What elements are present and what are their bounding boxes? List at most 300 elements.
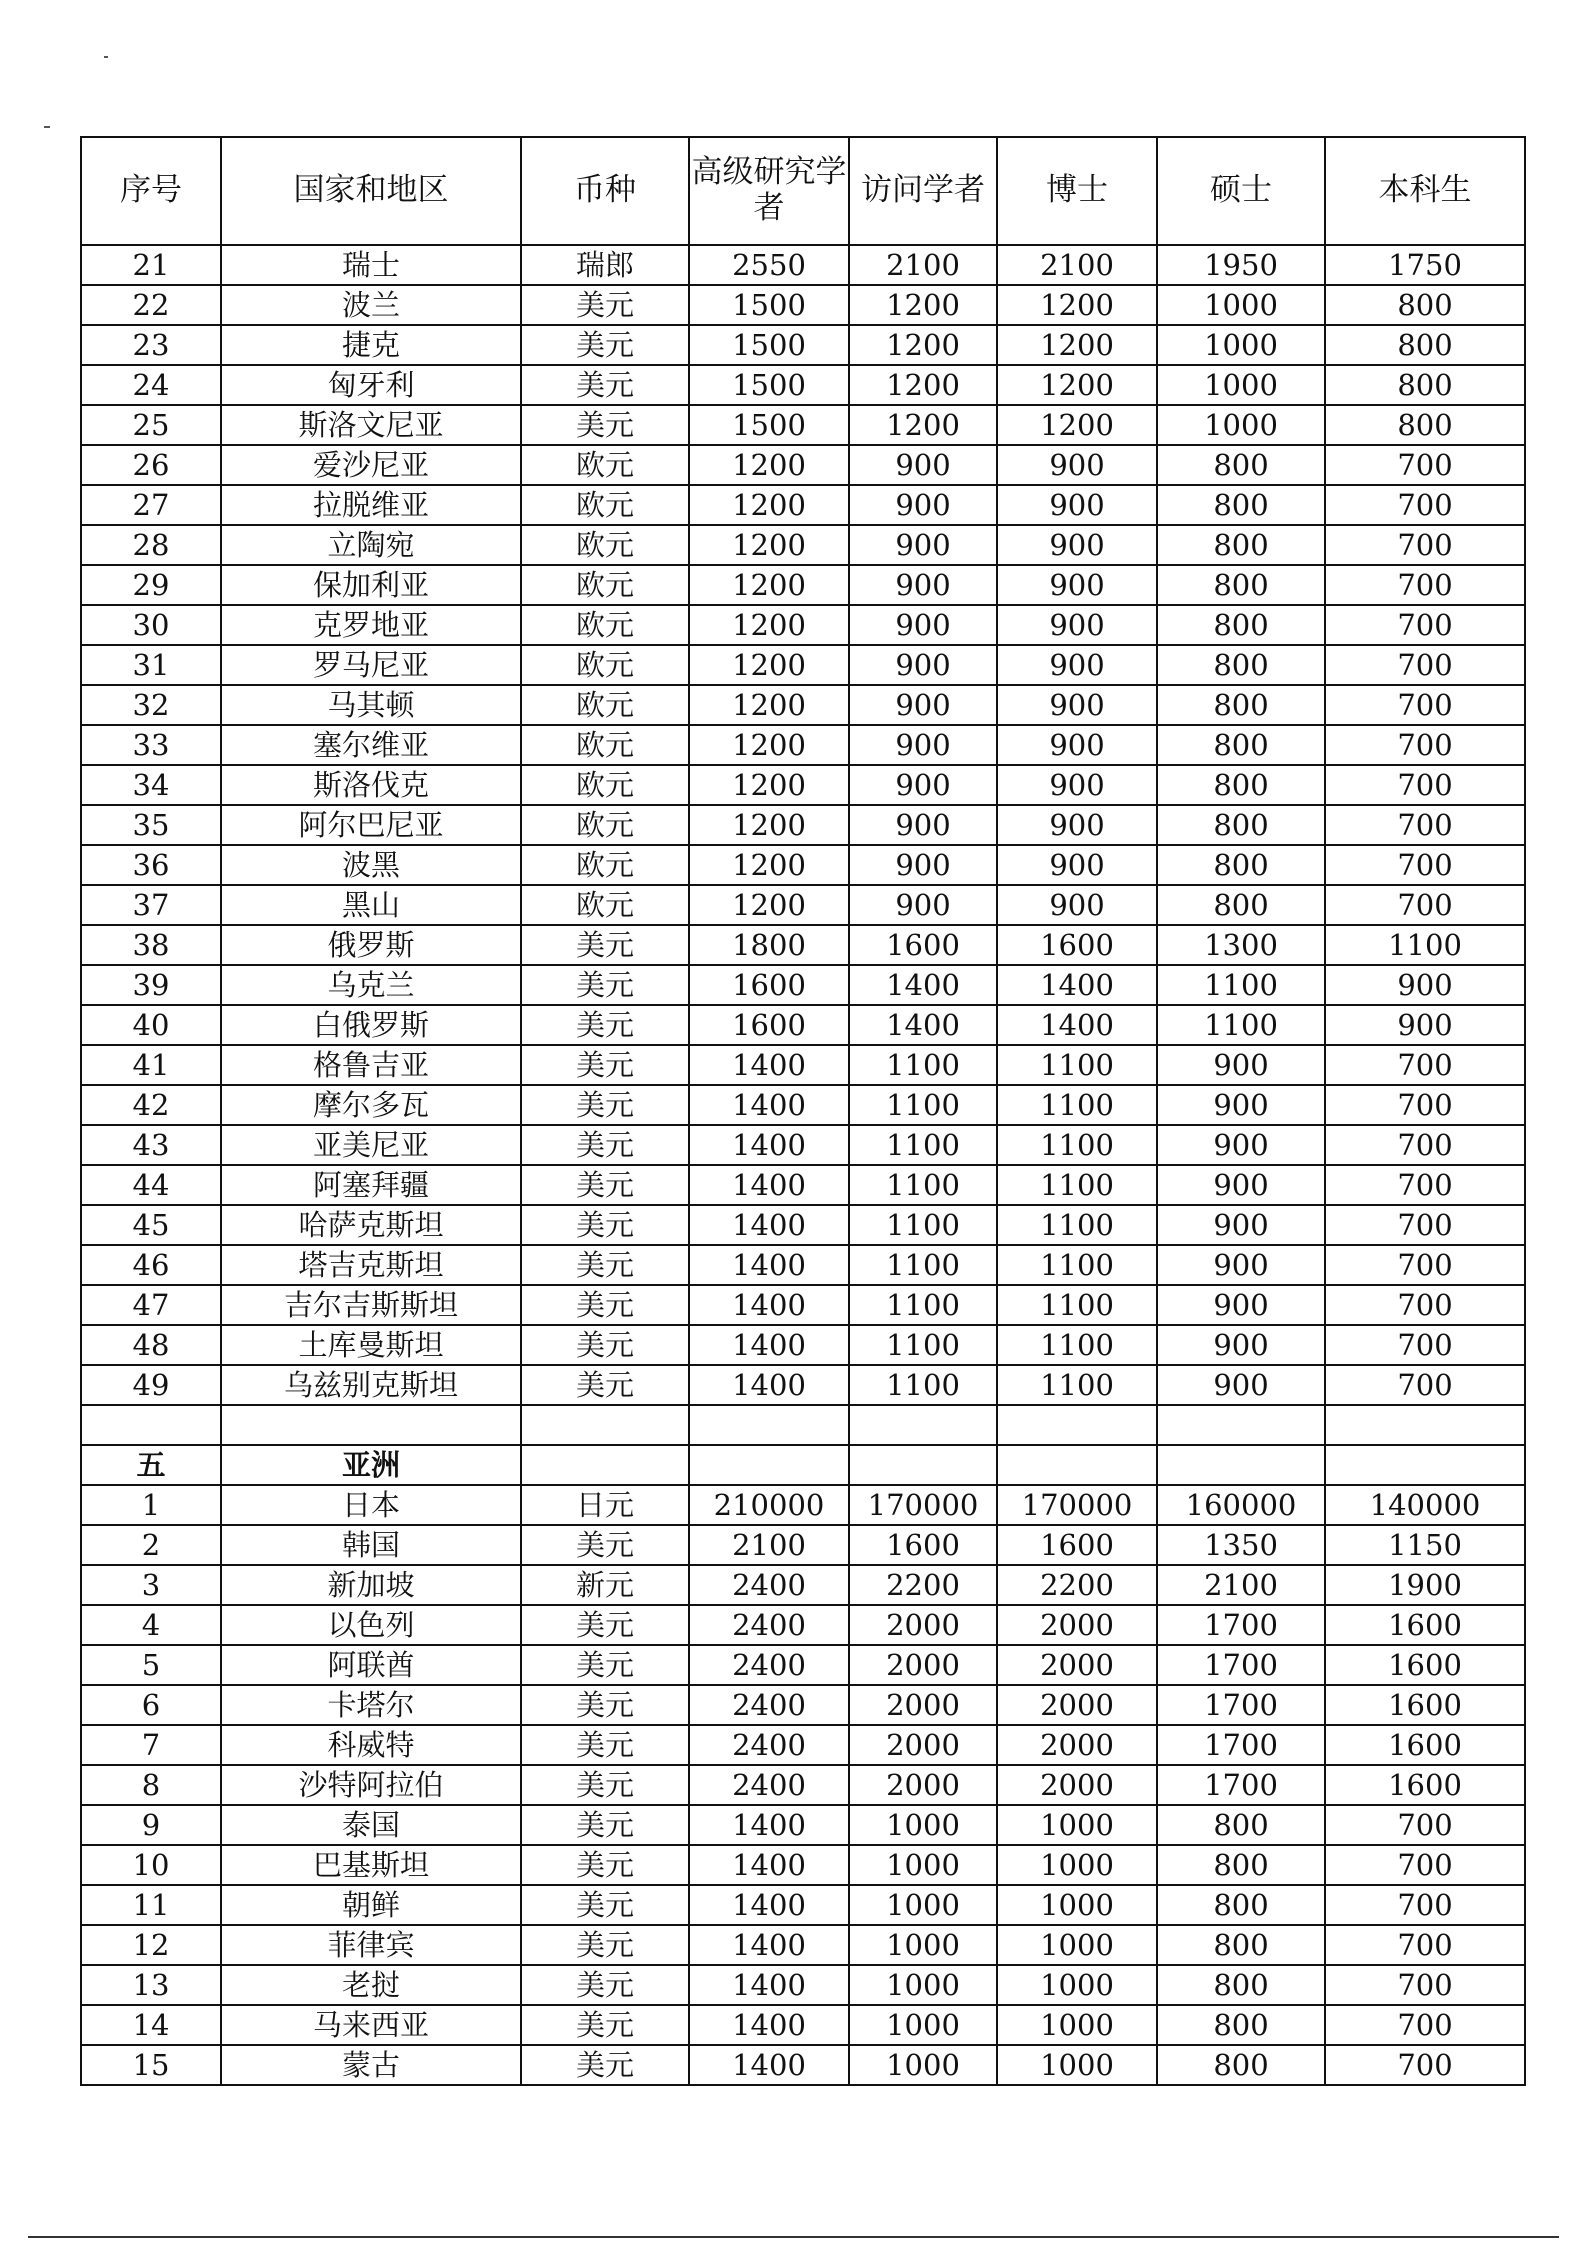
currency: 瑞郎 [521, 245, 689, 285]
undergrad-amount: 700 [1325, 525, 1525, 565]
phd-amount: 900 [997, 605, 1157, 645]
row-number: 30 [81, 605, 221, 645]
visiting-scholar-amount: 2100 [849, 245, 997, 285]
header-cell: 国家和地区 [221, 137, 521, 245]
country-name: 瑞士 [221, 245, 521, 285]
currency: 美元 [521, 1965, 689, 2005]
table-row [81, 685, 1525, 725]
master-amount: 1300 [1157, 925, 1325, 965]
country-name: 泰国 [221, 1805, 521, 1845]
currency: 美元 [521, 1245, 689, 1285]
visiting-scholar-amount: 1100 [849, 1285, 997, 1325]
senior-scholar-amount: 1500 [689, 405, 849, 445]
phd-amount: 1000 [997, 1965, 1157, 2005]
table-row [81, 245, 1525, 285]
currency: 美元 [521, 1205, 689, 1245]
master-amount: 1000 [1157, 365, 1325, 405]
currency: 欧元 [521, 885, 689, 925]
country-name: 朝鲜 [221, 1885, 521, 1925]
visiting-scholar-amount: 900 [849, 765, 997, 805]
phd-amount: 1000 [997, 2005, 1157, 2045]
visiting-scholar-amount: 1000 [849, 1925, 997, 1965]
country-name: 亚洲 [221, 1445, 521, 1485]
table-row [81, 2005, 1525, 2045]
table-row [81, 1645, 1525, 1685]
currency: 美元 [521, 925, 689, 965]
currency: 美元 [521, 1085, 689, 1125]
table-row [81, 1125, 1525, 1165]
country-name: 塞尔维亚 [221, 725, 521, 765]
undergrad-amount: 700 [1325, 1165, 1525, 1205]
row-number [81, 1405, 221, 1445]
undergrad-amount: 1600 [1325, 1725, 1525, 1765]
country-name: 乌兹别克斯坦 [221, 1365, 521, 1405]
undergrad-amount: 800 [1325, 365, 1525, 405]
row-number: 44 [81, 1165, 221, 1205]
senior-scholar-amount: 1200 [689, 605, 849, 645]
currency: 美元 [521, 1685, 689, 1725]
undergrad-amount: 700 [1325, 645, 1525, 685]
country-name: 阿尔巴尼亚 [221, 805, 521, 845]
country-name: 巴基斯坦 [221, 1845, 521, 1885]
visiting-scholar-amount: 1200 [849, 325, 997, 365]
visiting-scholar-amount: 2000 [849, 1685, 997, 1725]
currency: 美元 [521, 285, 689, 325]
senior-scholar-amount: 1200 [689, 445, 849, 485]
table-row [81, 1765, 1525, 1805]
currency: 日元 [521, 1485, 689, 1525]
currency: 美元 [521, 2005, 689, 2045]
country-name: 波兰 [221, 285, 521, 325]
phd-amount: 1000 [997, 1925, 1157, 1965]
row-number: 28 [81, 525, 221, 565]
currency: 美元 [521, 1645, 689, 1685]
row-number: 26 [81, 445, 221, 485]
undergrad-amount: 1600 [1325, 1685, 1525, 1725]
currency: 美元 [521, 1525, 689, 1565]
row-number: 40 [81, 1005, 221, 1045]
undergrad-amount: 1750 [1325, 245, 1525, 285]
phd-amount: 900 [997, 725, 1157, 765]
undergrad-amount: 700 [1325, 445, 1525, 485]
visiting-scholar-amount: 900 [849, 445, 997, 485]
currency: 美元 [521, 1365, 689, 1405]
country-name: 波黑 [221, 845, 521, 885]
visiting-scholar-amount: 2000 [849, 1725, 997, 1765]
phd-amount: 2000 [997, 1725, 1157, 1765]
senior-scholar-amount: 1400 [689, 1805, 849, 1845]
country-name: 克罗地亚 [221, 605, 521, 645]
senior-scholar-amount: 1400 [689, 1245, 849, 1285]
senior-scholar-amount: 1400 [689, 1925, 849, 1965]
visiting-scholar-amount: 1000 [849, 2045, 997, 2085]
undergrad-amount: 700 [1325, 1365, 1525, 1405]
master-amount: 800 [1157, 445, 1325, 485]
phd-amount: 1200 [997, 325, 1157, 365]
master-amount: 1000 [1157, 325, 1325, 365]
master-amount: 900 [1157, 1365, 1325, 1405]
senior-scholar-amount: 1500 [689, 285, 849, 325]
country-name: 哈萨克斯坦 [221, 1205, 521, 1245]
currency: 美元 [521, 1725, 689, 1765]
blank-row [81, 1405, 1525, 1445]
master-amount: 900 [1157, 1325, 1325, 1365]
senior-scholar-amount: 1400 [689, 1205, 849, 1245]
table-row [81, 965, 1525, 1005]
senior-scholar-amount: 210000 [689, 1485, 849, 1525]
phd-amount: 900 [997, 645, 1157, 685]
master-amount: 2100 [1157, 1565, 1325, 1605]
visiting-scholar-amount: 1100 [849, 1085, 997, 1125]
currency: 欧元 [521, 685, 689, 725]
undergrad-amount: 700 [1325, 725, 1525, 765]
master-amount: 1700 [1157, 1765, 1325, 1805]
undergrad-amount: 700 [1325, 1125, 1525, 1165]
row-number: 五 [81, 1445, 221, 1485]
master-amount [1157, 1405, 1325, 1445]
phd-amount: 1100 [997, 1245, 1157, 1285]
master-amount: 800 [1157, 725, 1325, 765]
country-name: 乌克兰 [221, 965, 521, 1005]
row-number: 36 [81, 845, 221, 885]
country-name: 韩国 [221, 1525, 521, 1565]
currency: 美元 [521, 1605, 689, 1645]
phd-amount: 1200 [997, 405, 1157, 445]
currency: 美元 [521, 1165, 689, 1205]
visiting-scholar-amount: 1200 [849, 365, 997, 405]
country-name: 摩尔多瓦 [221, 1085, 521, 1125]
undergrad-amount: 800 [1325, 405, 1525, 445]
senior-scholar-amount: 1800 [689, 925, 849, 965]
table-row [81, 805, 1525, 845]
master-amount: 1950 [1157, 245, 1325, 285]
master-amount: 1700 [1157, 1645, 1325, 1685]
currency: 美元 [521, 1845, 689, 1885]
table-row [81, 845, 1525, 885]
row-number: 39 [81, 965, 221, 1005]
visiting-scholar-amount: 2000 [849, 1765, 997, 1805]
phd-amount: 1100 [997, 1085, 1157, 1125]
table-row [81, 2045, 1525, 2085]
row-number: 45 [81, 1205, 221, 1245]
currency: 美元 [521, 325, 689, 365]
currency: 新元 [521, 1565, 689, 1605]
country-name: 白俄罗斯 [221, 1005, 521, 1045]
table-row [81, 485, 1525, 525]
senior-scholar-amount: 1600 [689, 965, 849, 1005]
master-amount: 900 [1157, 1125, 1325, 1165]
phd-amount: 1000 [997, 2045, 1157, 2085]
table-row [81, 1725, 1525, 1765]
table-row [81, 525, 1525, 565]
senior-scholar-amount: 1400 [689, 1365, 849, 1405]
visiting-scholar-amount: 2200 [849, 1565, 997, 1605]
currency: 美元 [521, 1045, 689, 1085]
senior-scholar-amount: 1200 [689, 725, 849, 765]
visiting-scholar-amount: 900 [849, 565, 997, 605]
table-row [81, 1965, 1525, 2005]
phd-amount: 900 [997, 805, 1157, 845]
currency: 美元 [521, 1885, 689, 1925]
phd-amount: 1100 [997, 1165, 1157, 1205]
undergrad-amount: 1600 [1325, 1645, 1525, 1685]
table-row [81, 725, 1525, 765]
phd-amount: 170000 [997, 1485, 1157, 1525]
country-name: 吉尔吉斯斯坦 [221, 1285, 521, 1325]
senior-scholar-amount: 2400 [689, 1605, 849, 1645]
phd-amount: 900 [997, 525, 1157, 565]
visiting-scholar-amount [849, 1445, 997, 1485]
row-number: 33 [81, 725, 221, 765]
row-number: 34 [81, 765, 221, 805]
master-amount: 800 [1157, 645, 1325, 685]
row-number: 9 [81, 1805, 221, 1845]
phd-amount: 1100 [997, 1125, 1157, 1165]
master-amount: 800 [1157, 485, 1325, 525]
row-number: 2 [81, 1525, 221, 1565]
visiting-scholar-amount: 1100 [849, 1125, 997, 1165]
table-row [81, 405, 1525, 445]
senior-scholar-amount: 1200 [689, 685, 849, 725]
row-number: 7 [81, 1725, 221, 1765]
visiting-scholar-amount: 900 [849, 485, 997, 525]
table-row [81, 885, 1525, 925]
visiting-scholar-amount: 900 [849, 605, 997, 645]
country-name: 保加利亚 [221, 565, 521, 605]
visiting-scholar-amount: 1100 [849, 1205, 997, 1245]
undergrad-amount: 700 [1325, 1325, 1525, 1365]
table-row [81, 365, 1525, 405]
visiting-scholar-amount: 900 [849, 845, 997, 885]
senior-scholar-amount: 1600 [689, 1005, 849, 1045]
senior-scholar-amount: 1400 [689, 1085, 849, 1125]
phd-amount: 2100 [997, 245, 1157, 285]
senior-scholar-amount: 1200 [689, 485, 849, 525]
senior-scholar-amount: 1200 [689, 645, 849, 685]
undergrad-amount: 900 [1325, 965, 1525, 1005]
master-amount: 800 [1157, 805, 1325, 845]
senior-scholar-amount: 2400 [689, 1645, 849, 1685]
country-name [221, 1405, 521, 1445]
master-amount: 1700 [1157, 1725, 1325, 1765]
senior-scholar-amount: 1200 [689, 805, 849, 845]
phd-amount: 1100 [997, 1045, 1157, 1085]
undergrad-amount: 1100 [1325, 925, 1525, 965]
row-number: 10 [81, 1845, 221, 1885]
row-number: 24 [81, 365, 221, 405]
undergrad-amount: 700 [1325, 1045, 1525, 1085]
row-number: 35 [81, 805, 221, 845]
visiting-scholar-amount: 1000 [849, 1845, 997, 1885]
undergrad-amount: 800 [1325, 285, 1525, 325]
visiting-scholar-amount: 1600 [849, 925, 997, 965]
row-number: 37 [81, 885, 221, 925]
currency: 欧元 [521, 805, 689, 845]
table-row [81, 1685, 1525, 1725]
undergrad-amount: 700 [1325, 845, 1525, 885]
row-number: 31 [81, 645, 221, 685]
header-cell: 访问学者 [849, 137, 997, 245]
visiting-scholar-amount: 1000 [849, 2005, 997, 2045]
visiting-scholar-amount: 1000 [849, 1885, 997, 1925]
master-amount: 160000 [1157, 1485, 1325, 1525]
master-amount: 800 [1157, 685, 1325, 725]
table-row [81, 1245, 1525, 1285]
senior-scholar-amount: 2550 [689, 245, 849, 285]
senior-scholar-amount: 1400 [689, 1125, 849, 1165]
master-amount: 900 [1157, 1045, 1325, 1085]
table-row [81, 1525, 1525, 1565]
row-number: 42 [81, 1085, 221, 1125]
country-name: 格鲁吉亚 [221, 1045, 521, 1085]
undergrad-amount: 700 [1325, 685, 1525, 725]
visiting-scholar-amount: 1000 [849, 1965, 997, 2005]
master-amount: 800 [1157, 2005, 1325, 2045]
visiting-scholar-amount [849, 1405, 997, 1445]
currency: 美元 [521, 365, 689, 405]
country-name: 匈牙利 [221, 365, 521, 405]
country-name: 亚美尼亚 [221, 1125, 521, 1165]
visiting-scholar-amount: 1100 [849, 1325, 997, 1365]
visiting-scholar-amount: 2000 [849, 1605, 997, 1645]
master-amount: 900 [1157, 1085, 1325, 1125]
senior-scholar-amount: 1200 [689, 565, 849, 605]
phd-amount [997, 1405, 1157, 1445]
row-number: 46 [81, 1245, 221, 1285]
undergrad-amount: 1600 [1325, 1765, 1525, 1805]
currency [521, 1405, 689, 1445]
currency: 美元 [521, 1005, 689, 1045]
allowance-table [80, 136, 1526, 2086]
senior-scholar-amount: 1400 [689, 1165, 849, 1205]
country-name: 科威特 [221, 1725, 521, 1765]
undergrad-amount: 700 [1325, 1205, 1525, 1245]
master-amount: 800 [1157, 885, 1325, 925]
header-row [81, 137, 1525, 245]
phd-amount: 2000 [997, 1645, 1157, 1685]
row-number: 11 [81, 1885, 221, 1925]
undergrad-amount: 700 [1325, 1965, 1525, 2005]
currency: 美元 [521, 965, 689, 1005]
senior-scholar-amount [689, 1405, 849, 1445]
table-row [81, 1925, 1525, 1965]
undergrad-amount: 140000 [1325, 1485, 1525, 1525]
country-name: 蒙古 [221, 2045, 521, 2085]
row-number: 32 [81, 685, 221, 725]
phd-amount: 900 [997, 445, 1157, 485]
table-row [81, 645, 1525, 685]
country-name: 阿塞拜疆 [221, 1165, 521, 1205]
visiting-scholar-amount: 1100 [849, 1365, 997, 1405]
table-row [81, 1805, 1525, 1845]
master-amount: 900 [1157, 1205, 1325, 1245]
table-row [81, 325, 1525, 365]
table-row [81, 1165, 1525, 1205]
currency: 欧元 [521, 845, 689, 885]
undergrad-amount: 700 [1325, 1245, 1525, 1285]
senior-scholar-amount: 1400 [689, 1885, 849, 1925]
table-row [81, 565, 1525, 605]
senior-scholar-amount: 1400 [689, 1045, 849, 1085]
undergrad-amount: 1900 [1325, 1565, 1525, 1605]
table-row [81, 1885, 1525, 1925]
senior-scholar-amount: 2400 [689, 1565, 849, 1605]
master-amount: 1100 [1157, 965, 1325, 1005]
phd-amount: 1600 [997, 1525, 1157, 1565]
master-amount: 800 [1157, 1805, 1325, 1845]
senior-scholar-amount: 1400 [689, 1845, 849, 1885]
undergrad-amount [1325, 1405, 1525, 1445]
master-amount: 800 [1157, 565, 1325, 605]
phd-amount: 2000 [997, 1765, 1157, 1805]
table-row [81, 1365, 1525, 1405]
currency: 欧元 [521, 525, 689, 565]
country-name: 土库曼斯坦 [221, 1325, 521, 1365]
table-row [81, 1845, 1525, 1885]
header-cell: 高级研究学者 [689, 137, 849, 245]
senior-scholar-amount: 1200 [689, 525, 849, 565]
undergrad-amount [1325, 1445, 1525, 1485]
master-amount: 800 [1157, 765, 1325, 805]
row-number: 47 [81, 1285, 221, 1325]
phd-amount: 1400 [997, 1005, 1157, 1045]
phd-amount: 1000 [997, 1885, 1157, 1925]
currency: 欧元 [521, 765, 689, 805]
undergrad-amount: 1600 [1325, 1605, 1525, 1645]
undergrad-amount: 700 [1325, 765, 1525, 805]
master-amount: 1000 [1157, 285, 1325, 325]
undergrad-amount: 700 [1325, 885, 1525, 925]
undergrad-amount: 800 [1325, 325, 1525, 365]
table-row [81, 1565, 1525, 1605]
phd-amount: 1000 [997, 1845, 1157, 1885]
phd-amount: 900 [997, 485, 1157, 525]
master-amount: 800 [1157, 1845, 1325, 1885]
country-name: 老挝 [221, 1965, 521, 2005]
phd-amount: 1200 [997, 285, 1157, 325]
page-bottom-rule [28, 2236, 1559, 2238]
header-cell: 本科生 [1325, 137, 1525, 245]
table-row [81, 445, 1525, 485]
master-amount: 800 [1157, 845, 1325, 885]
table-body [81, 245, 1525, 2085]
undergrad-amount: 700 [1325, 1925, 1525, 1965]
visiting-scholar-amount: 1400 [849, 965, 997, 1005]
country-name: 罗马尼亚 [221, 645, 521, 685]
phd-amount: 2200 [997, 1565, 1157, 1605]
header-cell: 序号 [81, 137, 221, 245]
row-number: 43 [81, 1125, 221, 1165]
master-amount: 1000 [1157, 405, 1325, 445]
country-name: 黑山 [221, 885, 521, 925]
row-number: 23 [81, 325, 221, 365]
visiting-scholar-amount: 900 [849, 725, 997, 765]
row-number: 48 [81, 1325, 221, 1365]
senior-scholar-amount: 1500 [689, 365, 849, 405]
row-number: 22 [81, 285, 221, 325]
country-name: 日本 [221, 1485, 521, 1525]
country-name: 阿联酋 [221, 1645, 521, 1685]
undergrad-amount: 700 [1325, 1285, 1525, 1325]
master-amount: 800 [1157, 525, 1325, 565]
country-name: 立陶宛 [221, 525, 521, 565]
currency: 欧元 [521, 485, 689, 525]
country-name: 菲律宾 [221, 1925, 521, 1965]
currency: 美元 [521, 1925, 689, 1965]
senior-scholar-amount: 2100 [689, 1525, 849, 1565]
header-cell: 博士 [997, 137, 1157, 245]
master-amount: 800 [1157, 2045, 1325, 2085]
